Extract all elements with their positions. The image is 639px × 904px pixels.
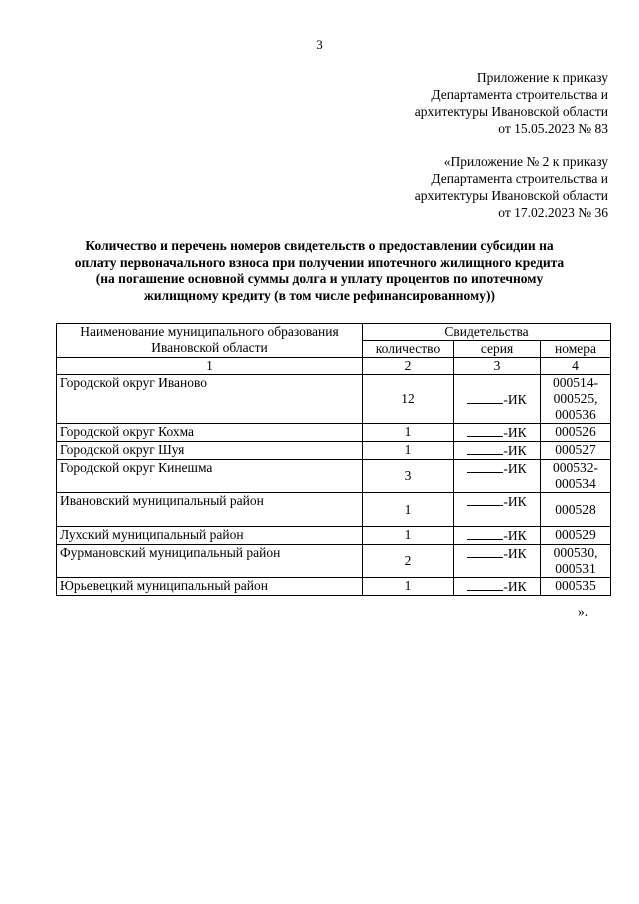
blank-line [467, 442, 503, 455]
table-row [57, 493, 611, 527]
table-row [57, 578, 611, 596]
series-cell [454, 527, 541, 545]
number-line: 000525, [553, 391, 598, 406]
qty-cell: 1 [363, 527, 454, 545]
header-series-cell: серия [454, 341, 541, 358]
blank-line [467, 493, 503, 506]
municipality-name: Лухский муниципальный район [57, 527, 363, 545]
appendix-line: от 17.02.2023 № 36 [498, 205, 608, 220]
table-row [57, 442, 611, 460]
column-number: 1 [57, 358, 363, 375]
table-row [57, 424, 611, 442]
qty-cell: 12 [363, 375, 454, 424]
series-cell [454, 442, 541, 460]
blank-line [467, 527, 503, 540]
number-line: 000536 [555, 407, 596, 422]
number-line: 000535 [555, 578, 596, 593]
table-row [57, 527, 611, 545]
numbers-cell [541, 578, 611, 596]
appendix-current-order [415, 69, 608, 137]
table-row [57, 545, 611, 578]
qty-cell: 1 [363, 493, 454, 527]
column-number: 3 [454, 358, 541, 375]
appendix-line: Департамента строительства и [431, 87, 608, 102]
municipality-name: Юрьевецкий муниципальный район [57, 578, 363, 596]
blank-line [467, 424, 503, 437]
appendix-line: «Приложение № 2 к приказу [443, 154, 608, 169]
series-value: -ИК [503, 391, 527, 407]
title-line: (на погашение основной суммы долга и уплату процентов по ипотечному [95, 271, 544, 286]
municipality-name: Городской округ Иваново [57, 375, 363, 424]
column-number-row [57, 358, 611, 375]
table-row [57, 375, 611, 424]
blank-line [467, 460, 503, 473]
series-cell [454, 460, 541, 493]
numbers-cell [541, 375, 611, 424]
qty-cell: 3 [363, 460, 454, 493]
column-number: 2 [363, 358, 454, 375]
appendix-line: от 15.05.2023 № 83 [498, 121, 608, 136]
blank-line [467, 391, 503, 404]
table-header-row [57, 324, 611, 341]
appendix-line: Департамента строительства и [431, 171, 608, 186]
blank-line [467, 578, 503, 591]
numbers-cell [541, 442, 611, 460]
number-line: 000527 [555, 442, 596, 457]
number-line: 000531 [555, 561, 596, 576]
closing-quote-mark: ». [578, 604, 589, 619]
numbers-cell [541, 545, 611, 578]
title-line: оплату первоначального взноса при получении ипотечного жилищного кредита [74, 254, 565, 270]
numbers-cell [541, 460, 611, 493]
series-value: -ИК [503, 579, 527, 594]
municipality-name: Ивановский муниципальный район [57, 493, 363, 527]
appendix-line: архитектуры Ивановской области [414, 188, 608, 203]
municipality-name: Городской округ Шуя [57, 442, 363, 460]
number-line: 000530, [553, 545, 598, 560]
qty-cell: 1 [363, 442, 454, 460]
appendix-line: архитектуры Ивановской области [414, 104, 608, 119]
appendix-line: Приложение к приказу [476, 70, 608, 85]
appendix-prior-order [415, 153, 608, 221]
title-line: Количество и перечень номеров свидетельств о предоставлении субсидии на [85, 238, 554, 253]
series-cell [454, 375, 541, 424]
number-line: 000532- [553, 460, 599, 475]
header-numbers-cell: номера [541, 341, 611, 358]
table-row [57, 460, 611, 493]
page-number: 3 [316, 37, 323, 52]
header-name-line: Наименование муниципального образования [80, 324, 339, 339]
number-line: 000534 [555, 476, 596, 491]
numbers-cell [541, 493, 611, 527]
municipality-name: Фурмановский муниципальный район [57, 545, 363, 578]
header-group-cell: Свидетельства [363, 324, 611, 341]
number-line: 000529 [555, 527, 596, 542]
series-value: -ИК [503, 425, 527, 440]
qty-cell: 2 [363, 545, 454, 578]
series-value: -ИК [503, 494, 527, 509]
certificates-table [56, 323, 611, 596]
series-value: -ИК [503, 443, 527, 458]
document-title [46, 238, 593, 304]
qty-cell: 1 [363, 424, 454, 442]
municipality-name: Городской округ Кинешма [57, 460, 363, 493]
series-value: -ИК [503, 461, 527, 476]
series-value: -ИК [503, 528, 527, 543]
number-line: 000528 [555, 501, 596, 517]
numbers-cell [541, 527, 611, 545]
series-cell [454, 424, 541, 442]
number-line: 000514- [553, 375, 599, 390]
header-qty-cell: количество [363, 341, 454, 358]
number-line: 000526 [555, 424, 596, 439]
series-cell [454, 578, 541, 596]
title-line: жилищному кредиту (в том числе рефинансированному)) [143, 287, 495, 303]
series-cell [454, 493, 541, 527]
municipality-name: Городской округ Кохма [57, 424, 363, 442]
series-value: -ИК [503, 546, 527, 561]
header-name-cell [57, 324, 363, 358]
qty-cell: 1 [363, 578, 454, 596]
blank-line [467, 545, 503, 558]
series-cell [454, 545, 541, 578]
header-name-line: Ивановской области [151, 340, 268, 355]
numbers-cell [541, 424, 611, 442]
column-number: 4 [541, 358, 611, 375]
